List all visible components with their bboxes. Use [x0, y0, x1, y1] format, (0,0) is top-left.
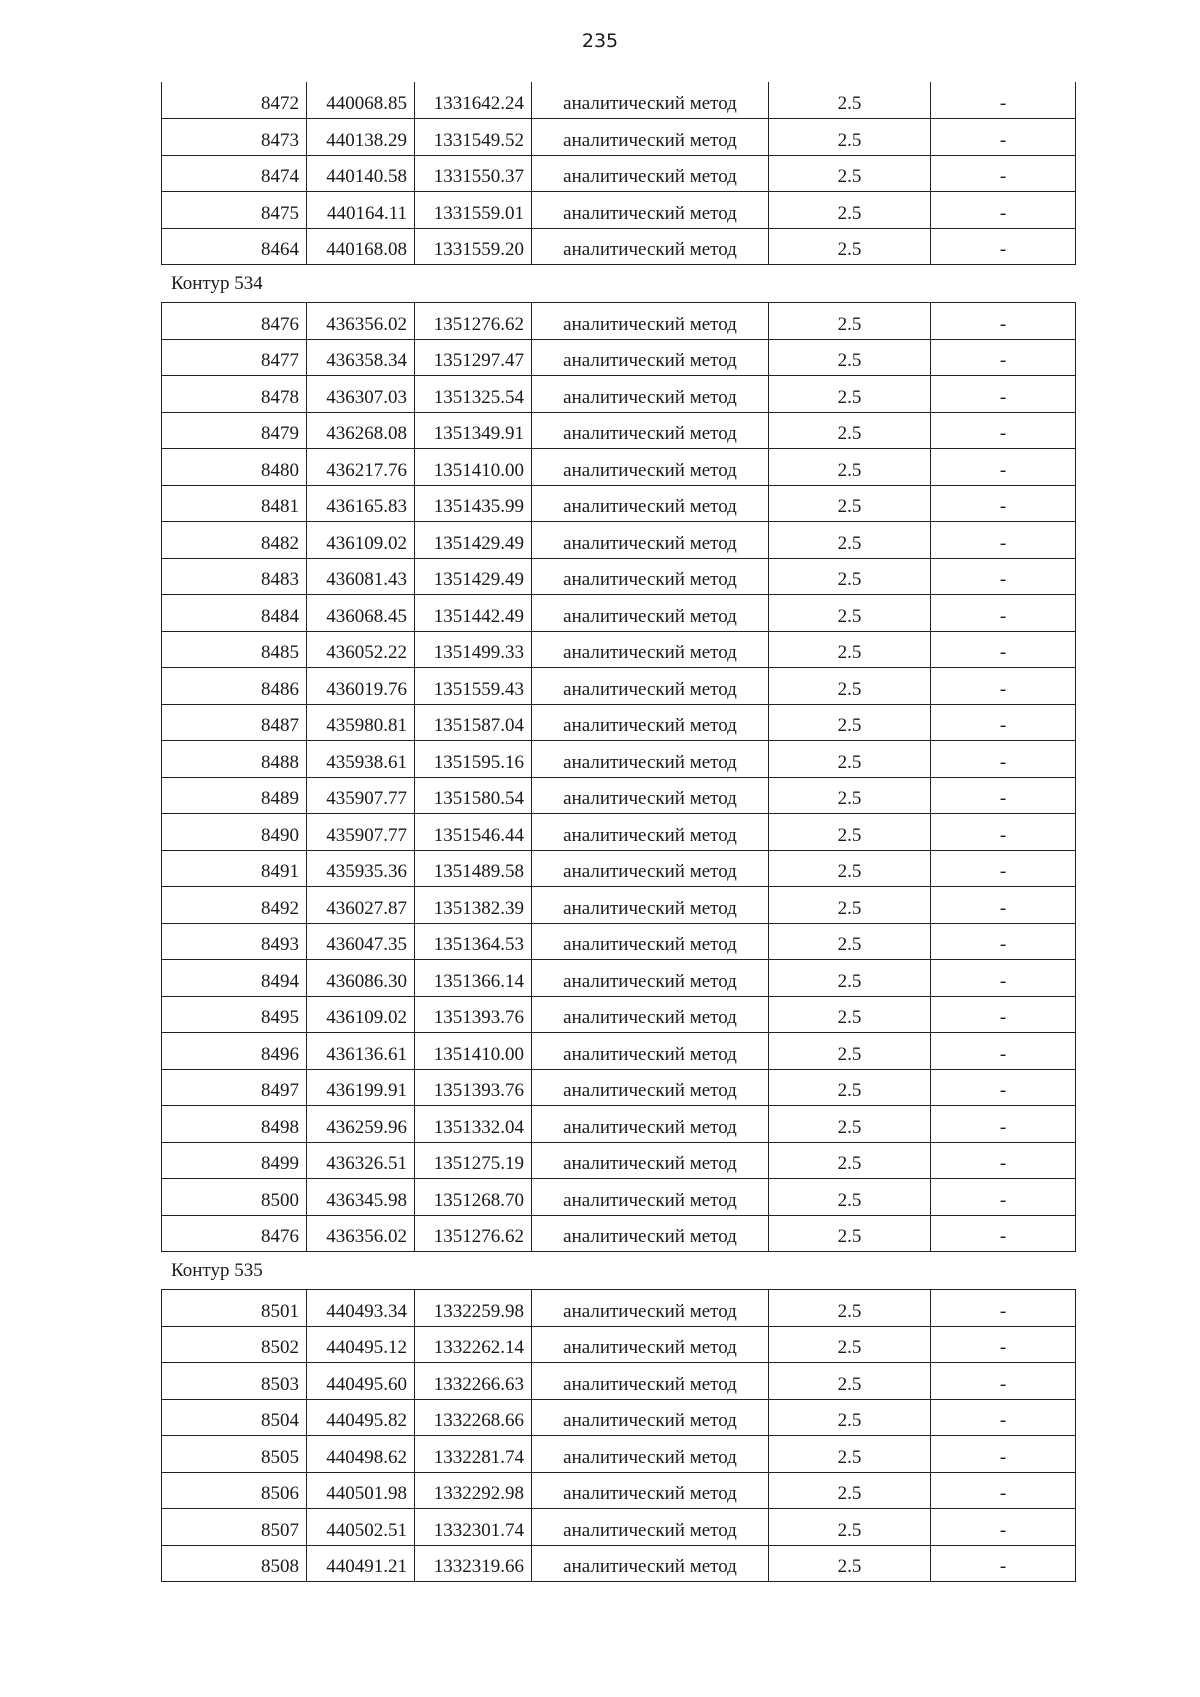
coordinates-table — [161, 1289, 1076, 1582]
table-row — [162, 522, 1076, 559]
point-number-cell: 8464 — [162, 228, 307, 265]
note-cell: - — [931, 996, 1076, 1033]
point-number-cell: 8492 — [162, 887, 307, 924]
accuracy-cell: 2.5 — [769, 960, 931, 997]
note-cell: - — [931, 522, 1076, 559]
accuracy-cell: 2.5 — [769, 228, 931, 265]
accuracy-cell: 2.5 — [769, 1509, 931, 1546]
note-cell: - — [931, 1179, 1076, 1216]
point-number-cell: 8480 — [162, 449, 307, 486]
contour-heading: Контур 534 — [171, 273, 263, 294]
method-cell: аналитический метод — [532, 1179, 769, 1216]
x-coordinate-cell: 435907.77 — [307, 814, 415, 851]
method-cell: аналитический метод — [532, 741, 769, 778]
note-cell: - — [931, 449, 1076, 486]
note-cell: - — [931, 339, 1076, 376]
method-cell: аналитический метод — [532, 960, 769, 997]
note-cell: - — [931, 1545, 1076, 1582]
accuracy-cell: 2.5 — [769, 741, 931, 778]
table-row — [162, 558, 1076, 595]
accuracy-cell: 2.5 — [769, 887, 931, 924]
document-body — [161, 82, 1075, 1582]
x-coordinate-cell: 440502.51 — [307, 1509, 415, 1546]
table-row — [162, 595, 1076, 632]
method-cell: аналитический метод — [532, 1290, 769, 1327]
note-cell: - — [931, 741, 1076, 778]
y-coordinate-cell: 1351435.99 — [415, 485, 532, 522]
accuracy-cell: 2.5 — [769, 777, 931, 814]
method-cell: аналитический метод — [532, 1069, 769, 1106]
accuracy-cell: 2.5 — [769, 449, 931, 486]
method-cell: аналитический метод — [532, 595, 769, 632]
x-coordinate-cell: 436068.45 — [307, 595, 415, 632]
method-cell: аналитический метод — [532, 777, 769, 814]
x-coordinate-cell: 436019.76 — [307, 668, 415, 705]
y-coordinate-cell: 1351325.54 — [415, 376, 532, 413]
x-coordinate-cell: 440495.82 — [307, 1399, 415, 1436]
method-cell: аналитический метод — [532, 1472, 769, 1509]
table-row — [162, 1179, 1076, 1216]
accuracy-cell: 2.5 — [769, 155, 931, 192]
method-cell: аналитический метод — [532, 412, 769, 449]
point-number-cell: 8475 — [162, 192, 307, 229]
method-cell: аналитический метод — [532, 704, 769, 741]
note-cell: - — [931, 1290, 1076, 1327]
y-coordinate-cell: 1351410.00 — [415, 1033, 532, 1070]
y-coordinate-cell: 1351364.53 — [415, 923, 532, 960]
note-cell: - — [931, 485, 1076, 522]
point-number-cell: 8496 — [162, 1033, 307, 1070]
y-coordinate-cell: 1332292.98 — [415, 1472, 532, 1509]
note-cell: - — [931, 704, 1076, 741]
note-cell: - — [931, 1472, 1076, 1509]
x-coordinate-cell: 440068.85 — [307, 82, 415, 119]
y-coordinate-cell: 1332259.98 — [415, 1290, 532, 1327]
y-coordinate-cell: 1351429.49 — [415, 522, 532, 559]
table-row — [162, 1399, 1076, 1436]
table-row — [162, 1326, 1076, 1363]
note-cell: - — [931, 668, 1076, 705]
y-coordinate-cell: 1351546.44 — [415, 814, 532, 851]
point-number-cell: 8482 — [162, 522, 307, 559]
note-cell: - — [931, 228, 1076, 265]
accuracy-cell: 2.5 — [769, 704, 931, 741]
x-coordinate-cell: 440495.60 — [307, 1363, 415, 1400]
point-number-cell: 8502 — [162, 1326, 307, 1363]
y-coordinate-cell: 1351297.47 — [415, 339, 532, 376]
method-cell: аналитический метод — [532, 1399, 769, 1436]
method-cell: аналитический метод — [532, 1509, 769, 1546]
point-number-cell: 8473 — [162, 119, 307, 156]
y-coordinate-cell: 1332319.66 — [415, 1545, 532, 1582]
x-coordinate-cell: 440138.29 — [307, 119, 415, 156]
point-number-cell: 8491 — [162, 850, 307, 887]
table-row — [162, 303, 1076, 340]
accuracy-cell: 2.5 — [769, 923, 931, 960]
accuracy-cell: 2.5 — [769, 303, 931, 340]
x-coordinate-cell: 436326.51 — [307, 1142, 415, 1179]
x-coordinate-cell: 440140.58 — [307, 155, 415, 192]
note-cell: - — [931, 376, 1076, 413]
x-coordinate-cell: 440491.21 — [307, 1545, 415, 1582]
x-coordinate-cell: 436086.30 — [307, 960, 415, 997]
point-number-cell: 8488 — [162, 741, 307, 778]
note-cell: - — [931, 1069, 1076, 1106]
accuracy-cell: 2.5 — [769, 595, 931, 632]
point-number-cell: 8494 — [162, 960, 307, 997]
method-cell: аналитический метод — [532, 449, 769, 486]
note-cell: - — [931, 1509, 1076, 1546]
y-coordinate-cell: 1332268.66 — [415, 1399, 532, 1436]
x-coordinate-cell: 436356.02 — [307, 1215, 415, 1252]
note-cell: - — [931, 1215, 1076, 1252]
table-row — [162, 412, 1076, 449]
x-coordinate-cell: 436047.35 — [307, 923, 415, 960]
note-cell: - — [931, 1363, 1076, 1400]
method-cell: аналитический метод — [532, 996, 769, 1033]
point-number-cell: 8503 — [162, 1363, 307, 1400]
point-number-cell: 8501 — [162, 1290, 307, 1327]
point-number-cell: 8493 — [162, 923, 307, 960]
x-coordinate-cell: 440495.12 — [307, 1326, 415, 1363]
method-cell: аналитический метод — [532, 1215, 769, 1252]
table-row — [162, 1069, 1076, 1106]
method-cell: аналитический метод — [532, 1436, 769, 1473]
table-row — [162, 1142, 1076, 1179]
method-cell: аналитический метод — [532, 228, 769, 265]
method-cell: аналитический метод — [532, 522, 769, 559]
accuracy-cell: 2.5 — [769, 412, 931, 449]
y-coordinate-cell: 1351366.14 — [415, 960, 532, 997]
contour-heading: Контур 535 — [171, 1260, 263, 1281]
method-cell: аналитический метод — [532, 1142, 769, 1179]
y-coordinate-cell: 1351275.19 — [415, 1142, 532, 1179]
point-number-cell: 8504 — [162, 1399, 307, 1436]
note-cell: - — [931, 1033, 1076, 1070]
method-cell: аналитический метод — [532, 923, 769, 960]
y-coordinate-cell: 1351393.76 — [415, 1069, 532, 1106]
table-row — [162, 960, 1076, 997]
y-coordinate-cell: 1332266.63 — [415, 1363, 532, 1400]
table-row — [162, 1472, 1076, 1509]
accuracy-cell: 2.5 — [769, 850, 931, 887]
y-coordinate-cell: 1332262.14 — [415, 1326, 532, 1363]
table-row — [162, 228, 1076, 265]
accuracy-cell: 2.5 — [769, 1436, 931, 1473]
method-cell: аналитический метод — [532, 814, 769, 851]
y-coordinate-cell: 1332281.74 — [415, 1436, 532, 1473]
table-row — [162, 1215, 1076, 1252]
x-coordinate-cell: 436109.02 — [307, 996, 415, 1033]
method-cell: аналитический метод — [532, 1106, 769, 1143]
point-number-cell: 8483 — [162, 558, 307, 595]
point-number-cell: 8485 — [162, 631, 307, 668]
accuracy-cell: 2.5 — [769, 1142, 931, 1179]
x-coordinate-cell: 436165.83 — [307, 485, 415, 522]
y-coordinate-cell: 1351580.54 — [415, 777, 532, 814]
method-cell: аналитический метод — [532, 339, 769, 376]
y-coordinate-cell: 1351393.76 — [415, 996, 532, 1033]
y-coordinate-cell: 1331642.24 — [415, 82, 532, 119]
table-row — [162, 850, 1076, 887]
method-cell: аналитический метод — [532, 1545, 769, 1582]
y-coordinate-cell: 1351559.43 — [415, 668, 532, 705]
note-cell: - — [931, 595, 1076, 632]
note-cell: - — [931, 631, 1076, 668]
point-number-cell: 8507 — [162, 1509, 307, 1546]
table-row — [162, 704, 1076, 741]
x-coordinate-cell: 436217.76 — [307, 449, 415, 486]
x-coordinate-cell: 435980.81 — [307, 704, 415, 741]
table-row — [162, 339, 1076, 376]
table-row — [162, 1545, 1076, 1582]
method-cell: аналитический метод — [532, 850, 769, 887]
note-cell: - — [931, 82, 1076, 119]
accuracy-cell: 2.5 — [769, 631, 931, 668]
method-cell: аналитический метод — [532, 1033, 769, 1070]
table-row — [162, 119, 1076, 156]
accuracy-cell: 2.5 — [769, 1069, 931, 1106]
method-cell: аналитический метод — [532, 303, 769, 340]
y-coordinate-cell: 1351442.49 — [415, 595, 532, 632]
point-number-cell: 8479 — [162, 412, 307, 449]
page-number: 235 — [581, 30, 619, 52]
note-cell: - — [931, 192, 1076, 229]
point-number-cell: 8476 — [162, 1215, 307, 1252]
y-coordinate-cell: 1351595.16 — [415, 741, 532, 778]
table-row — [162, 1509, 1076, 1546]
method-cell: аналитический метод — [532, 192, 769, 229]
method-cell: аналитический метод — [532, 376, 769, 413]
table-row — [162, 485, 1076, 522]
accuracy-cell: 2.5 — [769, 1326, 931, 1363]
table-row — [162, 449, 1076, 486]
table-row — [162, 777, 1076, 814]
method-cell: аналитический метод — [532, 1363, 769, 1400]
note-cell: - — [931, 887, 1076, 924]
method-cell: аналитический метод — [532, 887, 769, 924]
accuracy-cell: 2.5 — [769, 1106, 931, 1143]
point-number-cell: 8489 — [162, 777, 307, 814]
table-row — [162, 1033, 1076, 1070]
point-number-cell: 8474 — [162, 155, 307, 192]
method-cell: аналитический метод — [532, 1326, 769, 1363]
method-cell: аналитический метод — [532, 155, 769, 192]
x-coordinate-cell: 440164.11 — [307, 192, 415, 229]
table-row — [162, 668, 1076, 705]
x-coordinate-cell: 435938.61 — [307, 741, 415, 778]
accuracy-cell: 2.5 — [769, 1179, 931, 1216]
accuracy-cell: 2.5 — [769, 814, 931, 851]
point-number-cell: 8498 — [162, 1106, 307, 1143]
y-coordinate-cell: 1351276.62 — [415, 1215, 532, 1252]
x-coordinate-cell: 440498.62 — [307, 1436, 415, 1473]
method-cell: аналитический метод — [532, 82, 769, 119]
y-coordinate-cell: 1351382.39 — [415, 887, 532, 924]
x-coordinate-cell: 440493.34 — [307, 1290, 415, 1327]
x-coordinate-cell: 436356.02 — [307, 303, 415, 340]
accuracy-cell: 2.5 — [769, 1545, 931, 1582]
note-cell: - — [931, 1326, 1076, 1363]
point-number-cell: 8487 — [162, 704, 307, 741]
accuracy-cell: 2.5 — [769, 1033, 931, 1070]
table-row — [162, 631, 1076, 668]
point-number-cell: 8495 — [162, 996, 307, 1033]
note-cell: - — [931, 1436, 1076, 1473]
x-coordinate-cell: 436052.22 — [307, 631, 415, 668]
point-number-cell: 8484 — [162, 595, 307, 632]
point-number-cell: 8505 — [162, 1436, 307, 1473]
accuracy-cell: 2.5 — [769, 339, 931, 376]
y-coordinate-cell: 1351410.00 — [415, 449, 532, 486]
accuracy-cell: 2.5 — [769, 1472, 931, 1509]
note-cell: - — [931, 777, 1076, 814]
x-coordinate-cell: 436027.87 — [307, 887, 415, 924]
y-coordinate-cell: 1351349.91 — [415, 412, 532, 449]
y-coordinate-cell: 1331559.01 — [415, 192, 532, 229]
note-cell: - — [931, 558, 1076, 595]
x-coordinate-cell: 436136.61 — [307, 1033, 415, 1070]
table-row — [162, 887, 1076, 924]
accuracy-cell: 2.5 — [769, 119, 931, 156]
point-number-cell: 8478 — [162, 376, 307, 413]
table-row — [162, 996, 1076, 1033]
note-cell: - — [931, 412, 1076, 449]
x-coordinate-cell: 436259.96 — [307, 1106, 415, 1143]
accuracy-cell: 2.5 — [769, 996, 931, 1033]
x-coordinate-cell: 435935.36 — [307, 850, 415, 887]
point-number-cell: 8497 — [162, 1069, 307, 1106]
coordinates-table — [161, 302, 1076, 1252]
table-row — [162, 923, 1076, 960]
accuracy-cell: 2.5 — [769, 376, 931, 413]
note-cell: - — [931, 303, 1076, 340]
method-cell: аналитический метод — [532, 558, 769, 595]
y-coordinate-cell: 1351499.33 — [415, 631, 532, 668]
y-coordinate-cell: 1331549.52 — [415, 119, 532, 156]
x-coordinate-cell: 436081.43 — [307, 558, 415, 595]
note-cell: - — [931, 850, 1076, 887]
table-row — [162, 814, 1076, 851]
method-cell: аналитический метод — [532, 668, 769, 705]
table-row — [162, 155, 1076, 192]
y-coordinate-cell: 1331550.37 — [415, 155, 532, 192]
accuracy-cell: 2.5 — [769, 522, 931, 559]
accuracy-cell: 2.5 — [769, 1290, 931, 1327]
point-number-cell: 8490 — [162, 814, 307, 851]
x-coordinate-cell: 436268.08 — [307, 412, 415, 449]
method-cell: аналитический метод — [532, 119, 769, 156]
accuracy-cell: 2.5 — [769, 1363, 931, 1400]
table-row — [162, 741, 1076, 778]
table-row — [162, 1363, 1076, 1400]
accuracy-cell: 2.5 — [769, 558, 931, 595]
note-cell: - — [931, 1142, 1076, 1179]
note-cell: - — [931, 119, 1076, 156]
note-cell: - — [931, 1106, 1076, 1143]
table-row — [162, 376, 1076, 413]
point-number-cell: 8499 — [162, 1142, 307, 1179]
y-coordinate-cell: 1331559.20 — [415, 228, 532, 265]
point-number-cell: 8508 — [162, 1545, 307, 1582]
point-number-cell: 8486 — [162, 668, 307, 705]
table-row — [162, 1106, 1076, 1143]
method-cell: аналитический метод — [532, 631, 769, 668]
accuracy-cell: 2.5 — [769, 668, 931, 705]
accuracy-cell: 2.5 — [769, 485, 931, 522]
x-coordinate-cell: 436345.98 — [307, 1179, 415, 1216]
point-number-cell: 8477 — [162, 339, 307, 376]
note-cell: - — [931, 923, 1076, 960]
accuracy-cell: 2.5 — [769, 192, 931, 229]
x-coordinate-cell: 440501.98 — [307, 1472, 415, 1509]
y-coordinate-cell: 1351332.04 — [415, 1106, 532, 1143]
table-row — [162, 1290, 1076, 1327]
accuracy-cell: 2.5 — [769, 82, 931, 119]
y-coordinate-cell: 1351587.04 — [415, 704, 532, 741]
x-coordinate-cell: 436199.91 — [307, 1069, 415, 1106]
point-number-cell: 8500 — [162, 1179, 307, 1216]
table-row — [162, 192, 1076, 229]
method-cell: аналитический метод — [532, 485, 769, 522]
table-row — [162, 1436, 1076, 1473]
note-cell: - — [931, 814, 1076, 851]
x-coordinate-cell: 435907.77 — [307, 777, 415, 814]
point-number-cell: 8506 — [162, 1472, 307, 1509]
accuracy-cell: 2.5 — [769, 1215, 931, 1252]
y-coordinate-cell: 1351268.70 — [415, 1179, 532, 1216]
y-coordinate-cell: 1351429.49 — [415, 558, 532, 595]
x-coordinate-cell: 440168.08 — [307, 228, 415, 265]
note-cell: - — [931, 155, 1076, 192]
x-coordinate-cell: 436307.03 — [307, 376, 415, 413]
coordinates-table — [161, 82, 1076, 265]
y-coordinate-cell: 1332301.74 — [415, 1509, 532, 1546]
y-coordinate-cell: 1351489.58 — [415, 850, 532, 887]
table-row — [162, 82, 1076, 119]
x-coordinate-cell: 436358.34 — [307, 339, 415, 376]
x-coordinate-cell: 436109.02 — [307, 522, 415, 559]
note-cell: - — [931, 960, 1076, 997]
point-number-cell: 8481 — [162, 485, 307, 522]
accuracy-cell: 2.5 — [769, 1399, 931, 1436]
note-cell: - — [931, 1399, 1076, 1436]
point-number-cell: 8476 — [162, 303, 307, 340]
y-coordinate-cell: 1351276.62 — [415, 303, 532, 340]
point-number-cell: 8472 — [162, 82, 307, 119]
